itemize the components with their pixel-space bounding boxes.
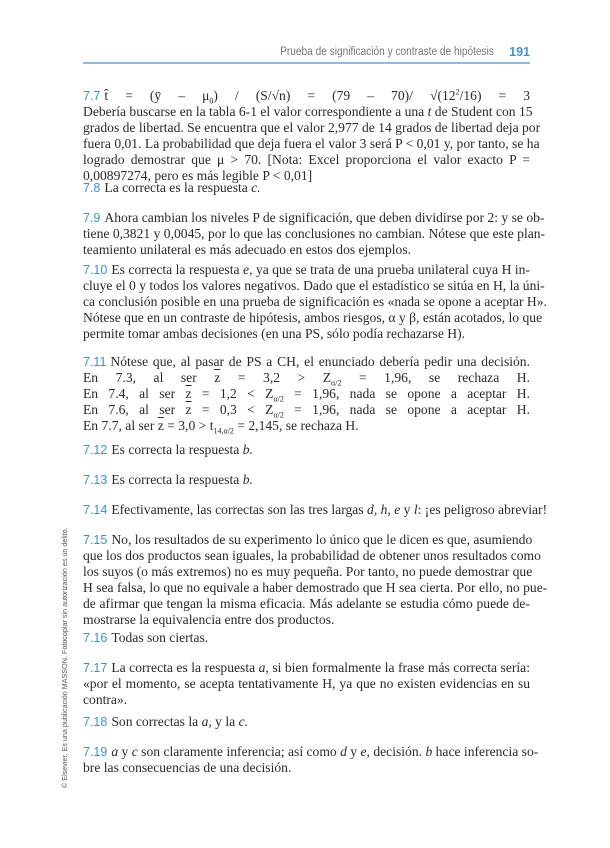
text-segment: y la (211, 714, 239, 729)
answer-number: 7.10 (83, 263, 108, 277)
text-line (83, 136, 540, 152)
text-segment: = 2,145, se rechaza H. (233, 418, 359, 433)
text-line (83, 502, 548, 518)
answer-7-8 (83, 180, 530, 196)
text-segment: ca conclusión posible en una prueba de significación es «nada se opone a aceptar H». (83, 294, 547, 309)
text-segment: Son correctas la (111, 714, 202, 729)
text-segment: Ahora cambian los niveles P de significación, que deben dividirse por 2: y se ob- (104, 210, 545, 225)
text-line (83, 326, 530, 342)
answer-number: 7.11 (83, 355, 107, 369)
text-line (83, 210, 545, 226)
text-line (83, 370, 530, 386)
text-line (83, 402, 530, 418)
text-segment: Es correcta la respuesta (111, 262, 244, 277)
answer-7-7 (83, 87, 541, 184)
text-segment: tiene 0,3821 y 0,0045, por lo que las conclusiones no cambian. Nótese que este plan- (83, 226, 546, 241)
answer-number: 7.13 (83, 473, 108, 487)
text-segment: En 7.7, al ser (83, 418, 158, 433)
text-segment: En 7.3, al ser (83, 370, 215, 385)
answer-number: 7.17 (83, 661, 108, 675)
text-segment: Nótese que en un contraste de hipótesis, ambos riesgos, α y β, están acotados, lo que (83, 310, 543, 325)
text-line (83, 354, 530, 370)
answer-number: 7.9 (83, 211, 101, 225)
text-segment: son claramente inferencia; así como (137, 744, 341, 759)
text-segment: y (400, 502, 414, 517)
text-segment: Es correcta la respuesta (111, 472, 243, 487)
text-line (83, 242, 530, 258)
text-line (83, 472, 530, 488)
running-header (83, 44, 530, 64)
text-segment: los suyos (o más extremos) no es muy pequeña. Por tanto, no puede demostrar que (83, 564, 533, 579)
text-segment: teamiento unilateral es más adecuado en estos dos ejemplos. (83, 242, 412, 257)
text-line (83, 714, 530, 730)
text-line (83, 744, 539, 760)
text-line (83, 442, 530, 458)
text-segment: = 3,2 > Z (220, 370, 332, 385)
answer-number: 7.14 (83, 503, 108, 517)
text-segment: = 1,96, se rechaza H. (341, 370, 530, 385)
italic-text: b (425, 744, 433, 759)
answer-7-15 (83, 532, 548, 628)
text-line (83, 152, 530, 168)
italic-text: d, h, e (367, 502, 401, 517)
text-line (83, 612, 530, 628)
answer-number: 7.16 (83, 631, 108, 645)
text-segment: 0,00897274, pero es más legible P < 0,01] (83, 168, 313, 183)
text-segment: cluye el 0 y todos los valores negativos. Dado que el estadístico se sitúa en H, la úni- (83, 278, 545, 293)
header-title: Prueba de significación y contraste de hipótesis (280, 46, 494, 58)
copyright-side-note: © Elsevier. Es una publicación MASSON. Fotocopiar sin autorización es un delito. (60, 527, 69, 788)
subscript: 0 (209, 96, 214, 106)
superscript: 2 (455, 87, 460, 97)
text-segment: Efectivamente, las correctas son las tres largas (111, 502, 368, 517)
text-line (83, 630, 530, 646)
text-segment: «por el momento, se acepta tentativamente H, ya que no existen evidencias en su (83, 676, 530, 691)
text-segment: fuera 0,01. La probabilidad que deja fuera el valor 3 será P < 0,01 y, por tanto, se ha (83, 136, 540, 151)
text-line (83, 294, 547, 310)
text-segment: que los dos productos sean iguales, la probabilidad de obtener unos resultados como (83, 548, 541, 563)
italic-text: a (111, 744, 119, 759)
answer-7-9 (83, 210, 546, 258)
italic-text: c. (251, 180, 261, 195)
text-line (83, 564, 533, 580)
text-line (83, 386, 530, 402)
text-segment: /16) = 3 (459, 88, 530, 103)
text-segment: hace inferencia so- (432, 744, 539, 759)
italic-text: b. (242, 442, 253, 457)
text-segment: $\overline{z}$ (157, 418, 164, 433)
text-segment: grados de libertad. Se encuentra que el valor 2,977 de 14 grados de libertad deja por (83, 120, 541, 135)
text-segment: En 7.4, al ser (83, 386, 186, 401)
text-line (83, 580, 548, 596)
text-segment: La correcta es la respuesta (104, 180, 252, 195)
text-line (83, 278, 545, 294)
italic-text: t (427, 104, 432, 119)
text-segment: Todas son ciertas. (111, 630, 209, 645)
text-segment: En 7.6, al ser (83, 402, 186, 417)
italic-text: e (243, 262, 250, 277)
text-segment: de afirmar que tengan la misma eficacia. Más adelante se estudia cómo puede de- (83, 596, 530, 611)
text-segment: : ¡es peligroso abreviar! (417, 502, 548, 517)
text-segment: Nótese que, al pasar de PS a CH, el enunciado debería pedir una decisión. (110, 354, 530, 369)
italic-text: b. (242, 472, 253, 487)
text-line (83, 120, 541, 136)
text-segment: Es correcta la respuesta (111, 442, 243, 457)
italic-text: l (413, 502, 418, 517)
text-segment: La correcta es la respuesta (111, 660, 259, 675)
answer-7-10 (83, 262, 547, 342)
text-segment: y (118, 744, 132, 759)
text-segment: $\overline{z}$ (185, 402, 192, 417)
answer-7-14 (83, 502, 548, 518)
text-line (83, 88, 530, 104)
text-segment: = 0,3 < Z (191, 402, 274, 417)
subscript: α/2 (331, 378, 342, 388)
answer-number: 7.19 (83, 745, 108, 759)
text-segment: , si bien formalmente la frase más correcta sería: (265, 660, 530, 675)
answer-7-19 (83, 744, 539, 776)
answer-7-12 (83, 442, 530, 458)
answer-number: 7.18 (83, 715, 108, 729)
text-segment: t̂ = (ȳ – μ (104, 88, 210, 103)
text-line (83, 104, 533, 120)
text-segment: permite tomar ambas decisiones (en una PS, sólo podía rechazarse H). (83, 326, 466, 341)
text-segment: = 1,96, nada se opone a aceptar H. (283, 402, 530, 417)
answer-number: 7.15 (83, 533, 108, 547)
text-segment: y (346, 744, 361, 759)
answer-number: 7.12 (83, 443, 108, 457)
text-segment: , ya que se trata de una prueba unilateral cuya H in- (249, 262, 531, 277)
answer-7-16 (83, 630, 530, 646)
text-line (83, 262, 530, 278)
page-number: 191 (509, 45, 530, 59)
text-line (83, 760, 530, 776)
text-line (83, 418, 530, 434)
italic-text: e (360, 744, 367, 759)
text-segment: logrado demostrar que μ > 70. [Nota: Excel proporciona el valor exacto P = (83, 152, 530, 167)
answer-7-18 (83, 714, 530, 730)
text-segment: ) / (S/√n) = (79 – 70)/ √(12 (213, 88, 456, 103)
italic-text: d (340, 744, 347, 759)
text-segment: mostrarse la equivalencia entre dos productos. (83, 612, 335, 627)
answer-7-11 (83, 354, 530, 434)
italic-text: c. (238, 714, 249, 729)
text-line (83, 548, 541, 564)
subscript: α/2 (273, 410, 284, 420)
text-line (83, 596, 530, 612)
text-line (83, 226, 546, 242)
text-segment: $\overline{z}$ (185, 386, 192, 401)
text-segment: bre las consecuencias de una decisión. (83, 760, 292, 775)
answer-number: 7.7 (83, 89, 101, 103)
text-segment: = 1,2 < Z (191, 386, 274, 401)
text-segment: = 1,96, nada se opone a aceptar H. (283, 386, 530, 401)
answer-number: 7.8 (83, 181, 101, 195)
text-segment: No, los resultados de su experimento lo único que le dicen es que, asumiendo (111, 532, 533, 547)
text-line (83, 676, 530, 692)
subscript: α/2 (273, 394, 284, 404)
text-segment: = 3,0 > t (163, 418, 214, 433)
text-segment: H sea falsa, lo que no equivale a haber demostrado que H sea cierta. Por ello, no pue- (83, 580, 548, 595)
italic-text: c (131, 744, 138, 759)
italic-text: a (258, 660, 266, 675)
text-segment: , decisión. (366, 744, 426, 759)
text-segment: $\overline{z}$ (214, 370, 221, 385)
text-segment: Debería buscarse en la tabla 6-1 el valor correspondiente a una (83, 104, 428, 119)
text-line (83, 532, 533, 548)
text-line (83, 660, 530, 676)
text-line (83, 310, 543, 326)
italic-text: a, (201, 714, 212, 729)
text-segment: de Student con 15 (431, 104, 533, 119)
text-line (83, 692, 530, 708)
answer-7-17 (83, 660, 530, 708)
text-line (83, 180, 530, 196)
text-segment: contra». (83, 692, 128, 707)
answer-7-13 (83, 472, 530, 488)
subscript: 14,α/2 (213, 426, 234, 436)
